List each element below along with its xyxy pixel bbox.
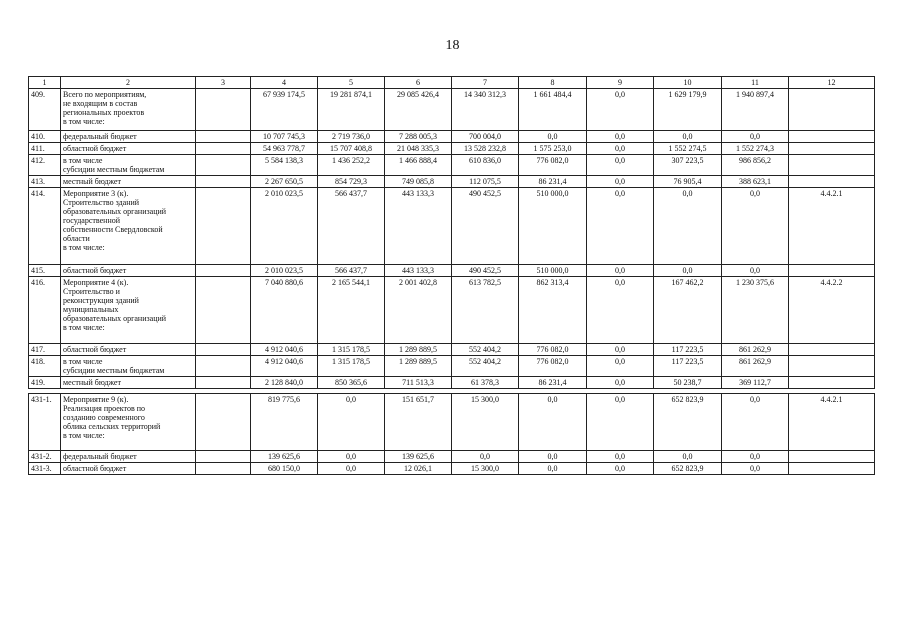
table-cell: 4 912 040,6: [251, 344, 318, 356]
column-header: 4: [251, 77, 318, 89]
table-cell: 610 836,0: [452, 155, 519, 176]
table-cell: [196, 176, 251, 188]
table-cell: 10 707 745,3: [251, 131, 318, 143]
table-cell: 15 707 408,8: [318, 143, 385, 155]
table-cell: 1 629 179,9: [654, 89, 722, 131]
row-name-cell: областной бюджет: [61, 463, 196, 475]
table-cell: 0,0: [587, 344, 654, 356]
table-cell: 1 552 274,5: [654, 143, 722, 155]
table-cell: 29 085 426,4: [385, 89, 452, 131]
table-row: [29, 176, 875, 188]
table-row: [29, 377, 875, 389]
table-cell: 0,0: [519, 451, 587, 463]
table-row: [29, 265, 875, 277]
table-cell: 12 026,1: [385, 463, 452, 475]
table-cell: 21 048 335,3: [385, 143, 452, 155]
table-cell: 307 223,5: [654, 155, 722, 176]
table-row: [29, 89, 875, 131]
table-row: [29, 155, 875, 176]
table-cell: 1 289 889,5: [385, 356, 452, 377]
table-cell: 552 404,2: [452, 356, 519, 377]
table-cell: 86 231,4: [519, 176, 587, 188]
table-cell: 0,0: [587, 394, 654, 451]
table-cell: [789, 451, 875, 463]
table-cell: 13 528 232,8: [452, 143, 519, 155]
table-header-row: [29, 77, 875, 89]
table-row: [29, 394, 875, 451]
table-cell: 0,0: [587, 451, 654, 463]
table-cell: 700 004,0: [452, 131, 519, 143]
table-cell: 0,0: [519, 394, 587, 451]
table-cell: 776 082,0: [519, 344, 587, 356]
table-cell: 139 625,6: [385, 451, 452, 463]
table-cell: [196, 277, 251, 344]
table-cell: 2 719 736,0: [318, 131, 385, 143]
table-cell: 5 584 138,3: [251, 155, 318, 176]
table-row: [29, 451, 875, 463]
table-cell: 613 782,5: [452, 277, 519, 344]
table-cell: [196, 265, 251, 277]
column-header: 12: [789, 77, 875, 89]
table-cell: 819 775,6: [251, 394, 318, 451]
table-cell: 7 288 005,3: [385, 131, 452, 143]
table-cell: 0,0: [722, 394, 789, 451]
table-cell: 862 313,4: [519, 277, 587, 344]
column-header: 11: [722, 77, 789, 89]
table-cell: 1 575 253,0: [519, 143, 587, 155]
table-cell: 15 300,0: [452, 394, 519, 451]
table-cell: 61 378,3: [452, 377, 519, 389]
row-name-cell: областной бюджет: [61, 143, 196, 155]
table-row: [29, 143, 875, 155]
row-name-cell: местный бюджет: [61, 377, 196, 389]
row-number-cell: 409.: [29, 89, 61, 131]
table-cell: 1 289 889,5: [385, 344, 452, 356]
table-cell: 0,0: [587, 277, 654, 344]
table-cell: 1 436 252,2: [318, 155, 385, 176]
table-cell: 861 262,9: [722, 344, 789, 356]
table-cell: 1 940 897,4: [722, 89, 789, 131]
table-cell: 0,0: [318, 451, 385, 463]
table-cell: 151 651,7: [385, 394, 452, 451]
table-cell: 443 133,3: [385, 188, 452, 265]
table-cell: 2 267 650,5: [251, 176, 318, 188]
table-cell: 167 462,2: [654, 277, 722, 344]
row-number-cell: 411.: [29, 143, 61, 155]
column-header: 1: [29, 77, 61, 89]
table-cell: [196, 451, 251, 463]
table-cell: 566 437,7: [318, 265, 385, 277]
table-row: [29, 356, 875, 377]
table-cell: 0,0: [722, 463, 789, 475]
table-cell: [789, 176, 875, 188]
table-cell: 749 085,8: [385, 176, 452, 188]
row-name-cell: федеральный бюджет: [61, 451, 196, 463]
table-cell: 117 223,5: [654, 356, 722, 377]
row-name-cell: Всего по мероприятиям, не входящим в состав региональных проектов в том числе:: [61, 89, 196, 131]
table-cell: 369 112,7: [722, 377, 789, 389]
table-cell: 4.4.2.1: [789, 188, 875, 265]
table-row: [29, 277, 875, 344]
row-number-cell: 414.: [29, 188, 61, 265]
table-cell: 1 315 178,5: [318, 344, 385, 356]
column-header: 9: [587, 77, 654, 89]
table-cell: 4 912 040,6: [251, 356, 318, 377]
table-cell: [196, 89, 251, 131]
table-cell: 0,0: [654, 265, 722, 277]
table-cell: [789, 344, 875, 356]
table-cell: 2 128 840,0: [251, 377, 318, 389]
column-header: 6: [385, 77, 452, 89]
table-cell: 2 001 402,8: [385, 277, 452, 344]
table-cell: 490 452,5: [452, 265, 519, 277]
table-cell: 776 082,0: [519, 155, 587, 176]
row-name-cell: в том числе субсидии местным бюджетам: [61, 155, 196, 176]
row-number-cell: 410.: [29, 131, 61, 143]
column-header: 2: [61, 77, 196, 89]
table-cell: 0,0: [587, 377, 654, 389]
table-cell: 1 661 484,4: [519, 89, 587, 131]
table-cell: 552 404,2: [452, 344, 519, 356]
page-number: 18: [445, 38, 460, 53]
table-cell: 2 010 023,5: [251, 188, 318, 265]
column-header: 5: [318, 77, 385, 89]
table-cell: [789, 155, 875, 176]
table-cell: [196, 188, 251, 265]
table-cell: 54 963 778,7: [251, 143, 318, 155]
row-name-cell: местный бюджет: [61, 176, 196, 188]
table-cell: 711 513,3: [385, 377, 452, 389]
row-number-cell: 431-3.: [29, 463, 61, 475]
column-header: 7: [452, 77, 519, 89]
table-cell: 4.4.2.2: [789, 277, 875, 344]
table-cell: 443 133,3: [385, 265, 452, 277]
table-cell: 0,0: [587, 463, 654, 475]
table-cell: 0,0: [654, 451, 722, 463]
table-cell: 510 000,0: [519, 265, 587, 277]
row-number-cell: 413.: [29, 176, 61, 188]
table-cell: 15 300,0: [452, 463, 519, 475]
table-cell: 0,0: [722, 131, 789, 143]
table-cell: 652 823,9: [654, 394, 722, 451]
table-cell: 86 231,4: [519, 377, 587, 389]
row-number-cell: 415.: [29, 265, 61, 277]
row-name-cell: Мероприятие 3 (к). Строительство зданий образовательных организаций государственной собственности Свердловской области в том числе:: [61, 188, 196, 265]
table-cell: 76 905,4: [654, 176, 722, 188]
table-cell: 0,0: [722, 451, 789, 463]
table-cell: 652 823,9: [654, 463, 722, 475]
table-cell: 0,0: [587, 155, 654, 176]
table-cell: [196, 356, 251, 377]
row-number-cell: 431-1.: [29, 394, 61, 451]
row-number-cell: 412.: [29, 155, 61, 176]
table-cell: 0,0: [722, 265, 789, 277]
row-number-cell: 416.: [29, 277, 61, 344]
row-name-cell: областной бюджет: [61, 344, 196, 356]
table-cell: 510 000,0: [519, 188, 587, 265]
table-cell: 0,0: [587, 176, 654, 188]
row-name-cell: областной бюджет: [61, 265, 196, 277]
table-cell: [196, 394, 251, 451]
table-cell: 0,0: [318, 394, 385, 451]
table-cell: 388 623,1: [722, 176, 789, 188]
table-cell: 0,0: [587, 131, 654, 143]
column-header: 8: [519, 77, 587, 89]
table-cell: 117 223,5: [654, 344, 722, 356]
table-cell: 490 452,5: [452, 188, 519, 265]
table-cell: 0,0: [519, 463, 587, 475]
table-cell: 861 262,9: [722, 356, 789, 377]
table-cell: 50 238,7: [654, 377, 722, 389]
table-cell: 0,0: [587, 356, 654, 377]
table-cell: [789, 356, 875, 377]
row-number-cell: 418.: [29, 356, 61, 377]
table-cell: [789, 377, 875, 389]
table-cell: 0,0: [587, 188, 654, 265]
table-cell: [196, 131, 251, 143]
table-cell: 0,0: [519, 131, 587, 143]
table-cell: 854 729,3: [318, 176, 385, 188]
row-name-cell: Мероприятие 9 (к). Реализация проектов по созданию современного облика сельских территорий в том числе:: [61, 394, 196, 451]
table-cell: 0,0: [452, 451, 519, 463]
table-cell: [789, 143, 875, 155]
table-row: [29, 344, 875, 356]
row-name-cell: Мероприятие 4 (к). Строительство и реконструкция зданий муниципальных образовательных организаций в том числе:: [61, 277, 196, 344]
table-cell: [789, 89, 875, 131]
table-cell: 0,0: [654, 188, 722, 265]
table-cell: [789, 265, 875, 277]
table-row: [29, 463, 875, 475]
table-cell: 1 552 274,3: [722, 143, 789, 155]
table-cell: 0,0: [587, 143, 654, 155]
table-cell: 0,0: [587, 265, 654, 277]
table-cell: 2 165 544,1: [318, 277, 385, 344]
table-cell: [196, 155, 251, 176]
row-number-cell: 419.: [29, 377, 61, 389]
table-cell: 0,0: [654, 131, 722, 143]
row-number-cell: 417.: [29, 344, 61, 356]
table-cell: 19 281 874,1: [318, 89, 385, 131]
table-cell: [196, 463, 251, 475]
table-cell: 67 939 174,5: [251, 89, 318, 131]
table-cell: 566 437,7: [318, 188, 385, 265]
table-cell: [196, 344, 251, 356]
table-cell: 7 040 880,6: [251, 277, 318, 344]
column-header: 3: [196, 77, 251, 89]
table-cell: 14 340 312,3: [452, 89, 519, 131]
table-cell: 776 082,0: [519, 356, 587, 377]
table-cell: 139 625,6: [251, 451, 318, 463]
row-name-cell: федеральный бюджет: [61, 131, 196, 143]
table-cell: [196, 143, 251, 155]
row-number-cell: 431-2.: [29, 451, 61, 463]
table-cell: [196, 377, 251, 389]
table-cell: 112 075,5: [452, 176, 519, 188]
table-cell: 4.4.2.1: [789, 394, 875, 451]
table-cell: 0,0: [722, 188, 789, 265]
budget-table: [28, 76, 875, 475]
column-header: 10: [654, 77, 722, 89]
table-cell: 1 315 178,5: [318, 356, 385, 377]
table-cell: 0,0: [587, 89, 654, 131]
table-cell: 1 230 375,6: [722, 277, 789, 344]
table-row: [29, 188, 875, 265]
table-cell: 850 365,6: [318, 377, 385, 389]
table-cell: 0,0: [318, 463, 385, 475]
table-cell: [789, 463, 875, 475]
table-cell: 680 150,0: [251, 463, 318, 475]
table-cell: 1 466 888,4: [385, 155, 452, 176]
row-name-cell: в том числе субсидии местным бюджетам: [61, 356, 196, 377]
table-cell: 986 856,2: [722, 155, 789, 176]
table-cell: [789, 131, 875, 143]
table-row: [29, 131, 875, 143]
table-cell: 2 010 023,5: [251, 265, 318, 277]
